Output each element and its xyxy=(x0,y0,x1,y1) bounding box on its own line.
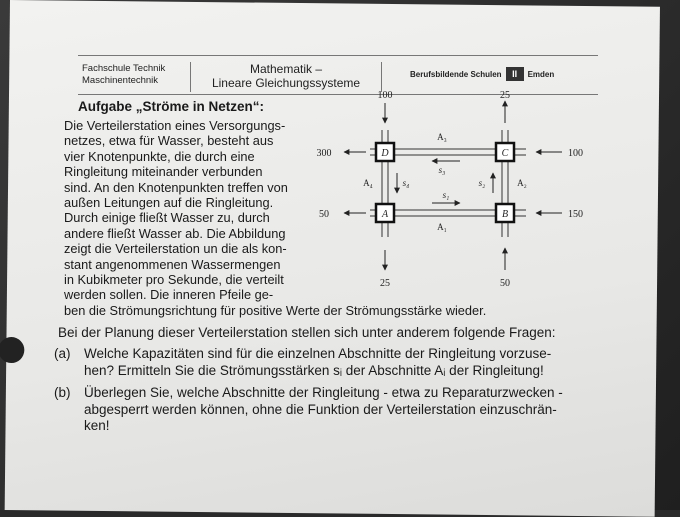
label-s2: s₂ xyxy=(478,178,486,188)
question-a-line-1: Welche Kapazitäten sind für die einzelnen Abschnitte der Ringleitung vorzuse- xyxy=(84,346,552,361)
paragraph-line: sind. An den Knotenpunkten treffen von xyxy=(64,179,288,195)
paragraph-line: vier Knotenpunkte, die durch eine xyxy=(64,148,255,164)
subject-line-1: Mathematik – xyxy=(249,62,323,76)
value-bottom-left: 25 xyxy=(380,278,390,289)
planning-line: Bei der Planung dieser Verteilerstation stellen sich unter anderem folgende Fragen: xyxy=(58,325,556,340)
paragraph-line: Die Verteilerstation eines Versorgungs- xyxy=(64,118,286,133)
node-c xyxy=(496,143,514,161)
school-name xyxy=(410,67,554,81)
school-name-text: Berufsbildende Schulen xyxy=(410,69,502,79)
flow-values xyxy=(317,90,584,289)
paragraph-line: Ringleitung miteinander verbunden xyxy=(64,164,263,180)
department-line-2: Maschinentechnik xyxy=(82,75,159,86)
label-a1: A₁ xyxy=(437,222,447,232)
node-b xyxy=(496,204,514,222)
paragraph-line: Durch einige fließt Wasser zu, durch xyxy=(64,210,270,226)
paragraph-last-line: ben die Strömungsrichtung für positive Werte der Strömungsstärke wieder. xyxy=(64,303,487,318)
label-s4: s₄ xyxy=(402,178,410,188)
ring-pipe-bottom xyxy=(394,210,498,216)
label-a2: A₂ xyxy=(517,178,527,188)
question-b-line-3: ken! xyxy=(84,418,110,433)
paragraph-line: stant angenommenen Wassermengen xyxy=(64,256,281,272)
task-paragraph xyxy=(64,118,314,303)
school-logo-icon: II xyxy=(506,67,524,81)
node-c-label: C xyxy=(501,148,509,159)
value-bottom-right: 50 xyxy=(500,278,510,289)
label-s3: s₃ xyxy=(438,165,446,175)
question-b-line-1: Überlegen Sie, welche Abschnitte der Ringleitung - etwa zu Reparaturzwecken - xyxy=(84,385,563,400)
school-department xyxy=(82,63,165,87)
punch-hole xyxy=(0,337,24,363)
value-right-bottom: 150 xyxy=(568,209,583,220)
question-b-label: (b) xyxy=(54,385,71,400)
label-a3: A₃ xyxy=(437,132,447,142)
paragraph-line: netzes, etwa für Wasser, besteht aus xyxy=(64,133,274,149)
label-a4: A₄ xyxy=(363,178,373,188)
node-d xyxy=(376,143,394,161)
paragraph-line: in Kubikmeter pro Sekunde, die verteilt xyxy=(64,272,284,288)
paragraph-line: außen Leitungen auf die Ringleitung. xyxy=(64,195,274,211)
value-right-top: 100 xyxy=(568,148,583,159)
school-city: Emden xyxy=(527,69,555,79)
question-a-line-2: hen? Ermitteln Sie die Strömungsstärken sᵢ der Abschnitte Aᵢ der Ringleitung! xyxy=(84,362,544,378)
ring-pipe-top xyxy=(394,149,498,155)
paragraph-line: andere fließt Wasser ab. Die Abbildung xyxy=(64,225,286,241)
question-b-line-2: abgesperrt werden können, ohne die Funktion der Verteilerstation einzuschrän- xyxy=(84,401,557,417)
department-line-1: Fachschule Technik xyxy=(82,63,166,74)
node-b-label: B xyxy=(501,209,509,220)
node-d-label: D xyxy=(381,148,389,159)
paragraph-line: werden sollen. Die inneren Pfeile ge- xyxy=(64,287,274,303)
ring-pipe-right xyxy=(502,161,508,205)
ring-pipe-left xyxy=(382,161,388,205)
value-top-left: 100 xyxy=(377,90,393,101)
label-s1: s₁ xyxy=(442,190,450,200)
network-diagram xyxy=(300,85,600,300)
question-a-label: (a) xyxy=(54,346,71,361)
paragraph-line: zeigt die Verteilerstation un die als kon- xyxy=(64,241,287,257)
subject-line-2: Lineare Gleichungssysteme xyxy=(211,76,361,90)
value-top-right: 25 xyxy=(500,90,510,101)
task-title: Aufgabe „Ströme in Netzen“: xyxy=(78,99,265,114)
value-left-top: 300 xyxy=(316,148,332,159)
value-left-bottom: 50 xyxy=(319,209,329,220)
node-a-label: A xyxy=(381,209,389,220)
node-a xyxy=(376,204,394,222)
external-flow-arrows xyxy=(344,101,562,270)
